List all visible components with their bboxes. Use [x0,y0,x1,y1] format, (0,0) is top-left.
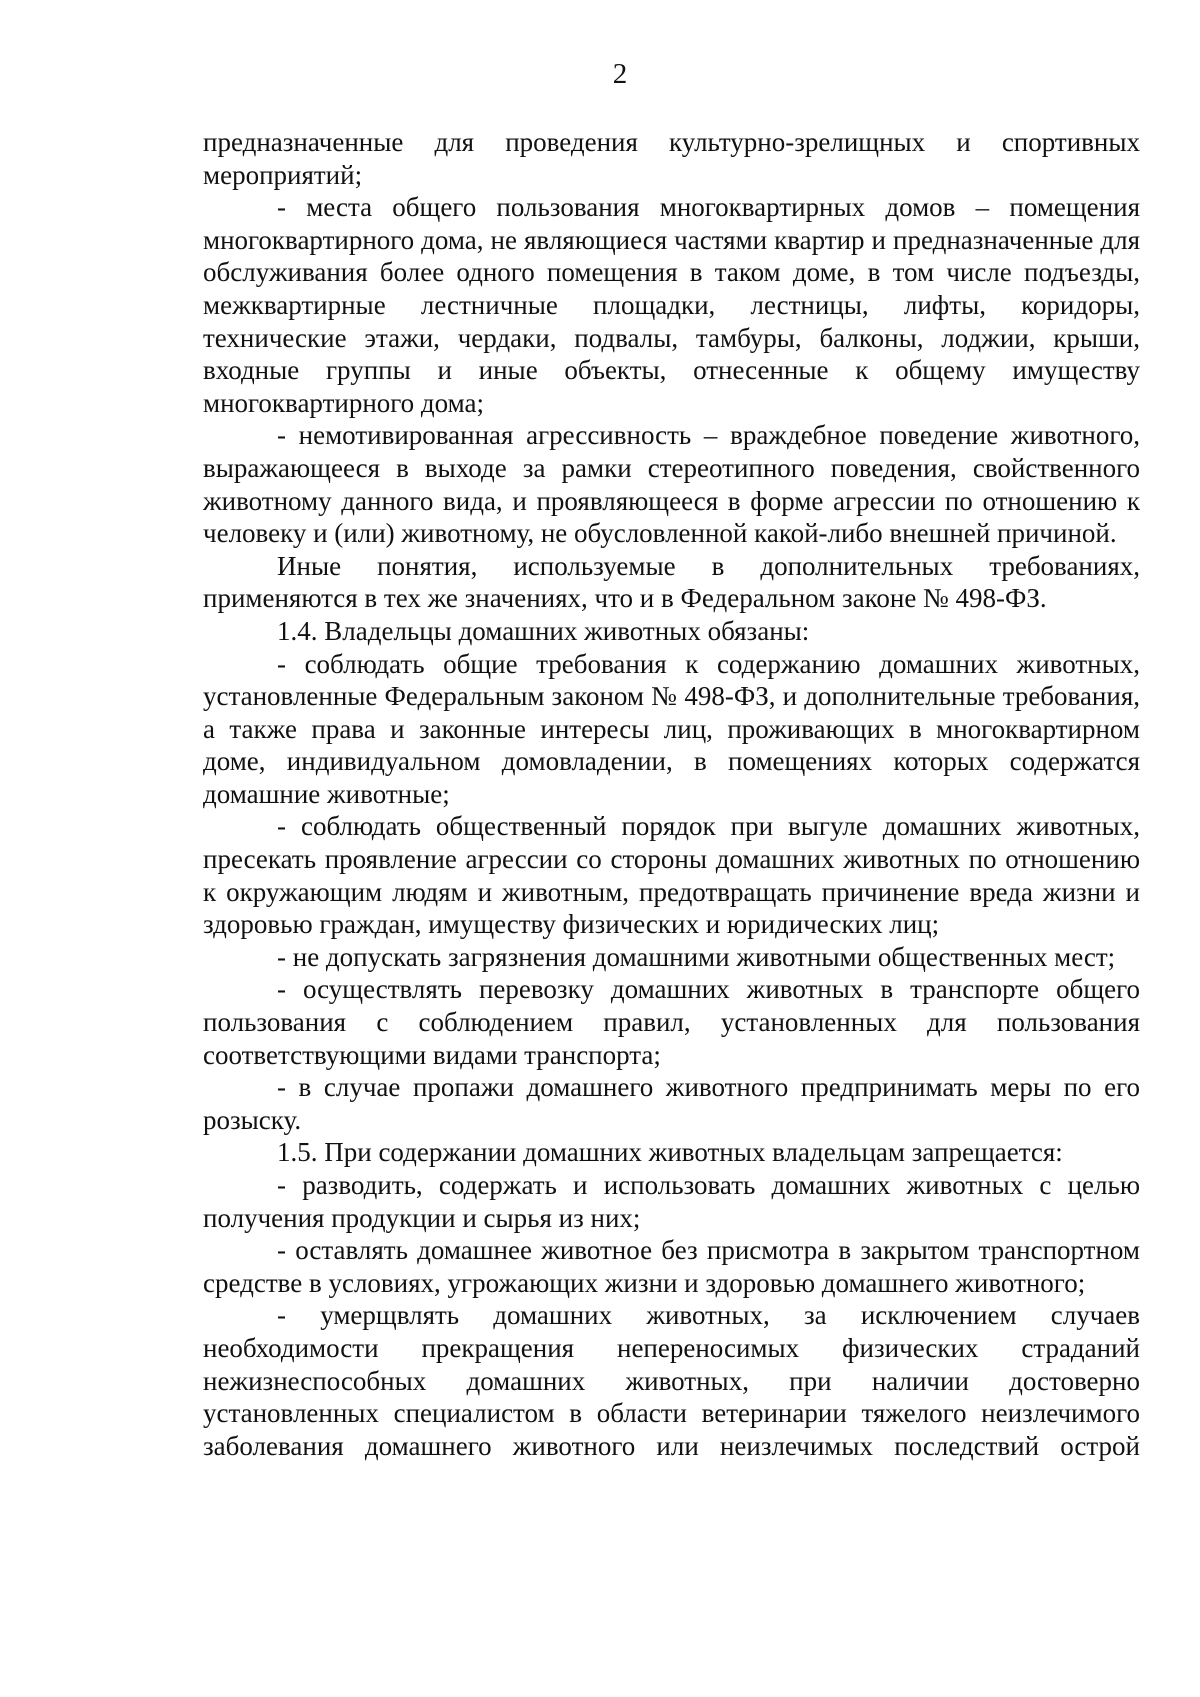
list-item-no-pollution: - не допускать загрязнения домашними животными общественных мест; [277,941,1116,972]
list-item-general-requirements: - соблюдать общие требования к содержанию домашних животных, установленные Федеральным законом № 498-ФЗ, и дополнительные требования, а также права и законные интересы лиц, проживающих в многоквартирном доме, индивидуальном домовладении, в помещениях которых содержатся домашние животные; [203,648,1140,809]
document-body [203,126,1140,1462]
page-number: 2 [612,58,628,90]
paragraph-other-terms: Иные понятия, используемые в дополнительных требованиях, применяются в тех же значениях, что и в Федеральном законе № 498-ФЗ. [203,550,1140,614]
list-item-unattended-vehicle: - оставлять домашнее животное без присмотра в закрытом транспортном средстве в условиях, угрожающих жизни и здоровью домашнего животного; [203,1235,1140,1298]
list-item-euthanasia: - умерщвлять домашних животных, за исключением случаев необходимости прекращения непереносимых физических страданий нежизнеспособных домашних животных, при наличии достоверно установленных специалистом в области ветеринарии тяжелого неизлечимого заболевания домашнего животного или неизлечимых последствий острой [203,1300,1140,1461]
paragraph-continuation: предназначенные для проведения культурно-зрелищных и спортивных мероприятий; [203,127,1140,190]
paragraph-aggression-definition: - немотивированная агрессивность – враждебное поведение животного, выражающееся в выходе за рамки стереотипного поведения, свойственного животному данного вида, и проявляющееся в форме агрессии по отношению к человеку и (или) животному, не обусловленной какой-либо внешней причиной. [203,420,1140,549]
list-item-transport: - осуществлять перевозку домашних животных в транспорте общего пользования с соблюдением правил, установленных для пользования соответствующими видами транспорта; [203,974,1140,1070]
list-item-breeding-prohibited: - разводить, содержать и использовать домашних животных с целью получения продукции и сырья из них; [203,1170,1140,1233]
section-heading-1-5: 1.5. При содержании домашних животных владельцам запрещается: [277,1137,1063,1168]
paragraph-common-areas-definition: - места общего пользования многоквартирных домов – помещения многоквартирного дома, не являющиеся частями квартир и предназначенные для обслуживания более одного помещения в таком доме, в том числе подъезды, межквартирные лестничные площадки, лестницы, лифты, коридоры, технические этажи, чердаки, подвалы, тамбуры, балконы, лоджии, крыши, входные группы и иные объекты, отнесенные к общему имуществу многоквартирного дома; [203,192,1140,418]
section-heading-1-4: 1.4. Владельцы домашних животных обязаны: [277,615,810,646]
list-item-public-order: - соблюдать общественный порядок при выгуле домашних животных, пресекать проявление агрессии со стороны домашних животных по отношению к окружающим людям и животным, предотвращать причинение вреда жизни и здоровью граждан, имуществу физических и юридических лиц; [203,811,1140,940]
list-item-lost-animal: - в случае пропажи домашнего животного предпринимать меры по его розыску. [203,1072,1140,1135]
